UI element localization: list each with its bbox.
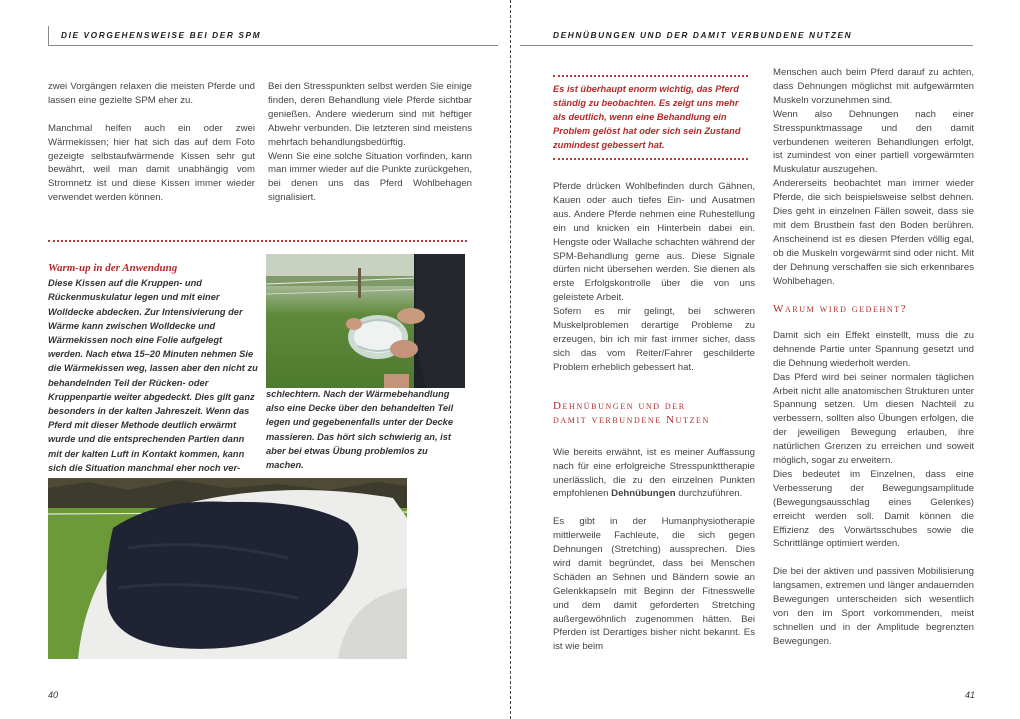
paragraph: Es gibt in der Humanphysiotherapie mittlerweile Fachleute, die sich gegen Dehnungen (Stretching) aussprechen. Dies wird damit begründet, dass bei Menschen Schäden an Sehnen und Bändern sowie an Gelenkkapseln mit Beginn der Fitnesswelle und dem damit geforderten Stretching außergewöhnlich zugenommen hätten. Bei Pferden ist Derartiges bisher nicht bekannt. Es ist wie beim <box>553 516 755 653</box>
section-heading-stretching <box>553 399 755 428</box>
text-run: Wie bereits erwähnt, ist es meiner Auffassung nach für eine erfolgreiche Stresspunkttherapie unerlässlich, die zu den einzelnen Punkten empfohlenen <box>553 446 755 500</box>
section-heading-line-2: damit verbundene Nutzen <box>553 414 710 427</box>
quote-divider-top <box>553 75 748 77</box>
photo-heat-pack <box>266 254 465 388</box>
right-column-2 <box>773 66 974 649</box>
quote-divider-bottom <box>553 158 748 160</box>
warmup-box-text: Diese Kissen auf die Kruppen- und Rückenmuskulatur legen und mit einer Wolldecke abdecken. Zur Intensivierung der Wärme kann zwischen Wolldecke und Wärmekissen noch eine Folie aufgelegt werden. Nach etwa 15–20 Minuten nehmen Sie die Wärmekissen weg, lassen aber den nicht zu behandelnden Teil der Rücken- oder Kruppenpartie weiter abgedeckt. Dies gilt ganz besonders in der kalten Jahreszeit. Wenn das Pferd mit dieser Methode deutlich erwärmt wurde und die entsprechenden Partien dann mit der kalten Luft in Kontakt kommen, kann sich die Situation manchmal eher noch ver- <box>48 278 258 473</box>
warmup-box-column-1 <box>48 261 258 475</box>
paragraph: Das Pferd wird bei seiner normalen täglichen Arbeit nicht alle anatomischen Strukturen unter Spannung setzen. Um diesen Nachteil zu verbessern, sollten also Übungen erfolgen, die der jeweiligen Bewegung erlauben, ihre natürlichen Grenzen zu erreichen und soweit möglich, sogar zu erweitern. <box>773 371 974 467</box>
text-run: durchzuführen. <box>675 488 743 500</box>
paragraph <box>553 446 755 502</box>
warmup-box-column-2 <box>266 387 466 472</box>
paragraph: Menschen auch beim Pferd darauf zu achten, dass Dehnungen möglichst mit aufgewärmten Muskeln vorzunehmen sind. <box>773 67 974 106</box>
page-number-right: 41 <box>965 690 976 700</box>
running-header-right: DEHNÜBUNGEN UND DER DAMIT VERBUNDENE NUTZEN <box>553 26 973 46</box>
left-column-1 <box>48 80 255 219</box>
photo-horse-blanket-illustration <box>48 478 407 659</box>
bold-term: Dehnübungen <box>611 488 676 500</box>
section-heading-why-stretch: Warum wird gedehnt? <box>773 303 908 316</box>
warmup-box-text-continued: schlechtern. Nach der Wärmebehandlung also eine Decke über den behandelten Teil legen und gegebenenfalls unter der Decke massieren. Das hört sich schwierig an, ist aber bei etwas Übung problemlos zu machen. <box>266 389 454 471</box>
left-column-2 <box>268 80 472 219</box>
paragraph: Wenn Sie eine solche Situation vorfinden, kann man immer wieder auf die Punkte zurückgehen, bei denen uns das Pferd Wohlbehagen signalisiert. <box>268 150 472 204</box>
pull-quote: Es ist überhaupt enorm wichtig, das Pferd ständig zu beobachten. Es zeigt uns mehr als deutlich, wenn eine Behandlung ein Problem gelöst hat oder sich sein Zustand zumindest gebessert hat. <box>553 84 741 150</box>
paragraph: Sofern es mir gelingt, bei schweren Muskelproblemen derartige Probleme zu erzeugen, bin ich mir fast immer sicher, dass sich das vom Reiter/Fahrer geschilderte Problem erheblich gebessert hat. <box>553 306 755 373</box>
paragraph: Pferde drücken Wohlbefinden durch Gähnen, Kauen oder auch tiefes Ein- und Ausatmen aus. Andere Pferde nehmen eine Ruhestellung ein und knicken ein Hinterbein dabei ein. Hengste oder Wallache schachten während der SPM-Behandlung gerne aus. Diese Signale dürfen nicht übersehen werden. Sie dienen als erste Erfolgskontrolle über die von uns geleistete Arbeit. <box>553 181 755 304</box>
paragraph: Dies bedeutet im Einzelnen, dass eine Verbesserung der Bewegungsamplitude (Bewegungsausschlag eines Gelenkes) erreicht werden soll. Damit können die Effizienz des Vorwärtsschubes sowie die Schrittlänge optimiert werden. <box>773 468 974 550</box>
paragraph: Andererseits beobachtet man immer wieder Pferde, die sich beispielsweise selbst dehnen. Dies geht in einzelnen Fällen soweit, dass sie mit dem Brustbein fast den Boden berühren. Anscheinend ist es diesen Pferden völlig egal, ob die Muskeln vorgewärmt sind oder nicht. Mit der Dehnung verschaffen sie sich erkennbares Wohlbehagen. <box>773 178 974 287</box>
paragraph: Wenn also Dehnungen nach einer Stresspunktmassage und den damit verbundenen weiteren Behandlungen erfolgt, ist zumindest von einer partiell vorgewärmten Muskulatur auszugehen. <box>773 108 974 176</box>
paragraph: Damit sich ein Effekt einstellt, muss die zu dehnende Partie unter Spannung gesetzt und die Dehnung wiederholt werden. <box>773 329 974 369</box>
section-heading-line-1: Dehnübungen und der <box>553 399 686 412</box>
page-number-left: 40 <box>48 690 59 700</box>
box-divider <box>48 240 467 242</box>
paragraph: Bei den Stresspunkten selbst werden Sie einige finden, deren Behandlung viele Pferde sichtbar genießen. Andere wiederum sind mit heftiger Abwehr verbunden. Die letzteren sind meistens mehrfach behandlungsbedürftig. <box>268 81 472 148</box>
header-rule <box>520 45 553 46</box>
running-header-left: DIE VORGEHENSWEISE BEI DER SPM <box>48 26 498 46</box>
paragraph: zwei Vorgängen relaxen die meisten Pferde und lassen eine gezielte SPM eher zu. <box>48 81 255 106</box>
paragraph: Manchmal helfen auch ein oder zwei Wärmekissen; hier hat sich das auf dem Foto gezeigte selbstaufwärmende Kissen sehr gut bewährt, weil man damit unabhängig vom Stromnetz ist und diese Kissen immer wieder verwendet werden können. <box>48 122 255 204</box>
right-column-1 <box>553 180 755 654</box>
warmup-box-title: Warm-up in der Anwendung <box>48 262 178 274</box>
photo-heat-pack-illustration <box>266 254 465 388</box>
photo-horse-blanket <box>48 478 407 659</box>
paragraph: Die bei der aktiven und passiven Mobilisierung langsamen, extremen und länger andauernden Bewegungen unterscheiden sich wesentlich von den im Sport vorkommenden, meist schnellen und in der Amplitude begrenzten Bewegungen. <box>773 566 974 647</box>
